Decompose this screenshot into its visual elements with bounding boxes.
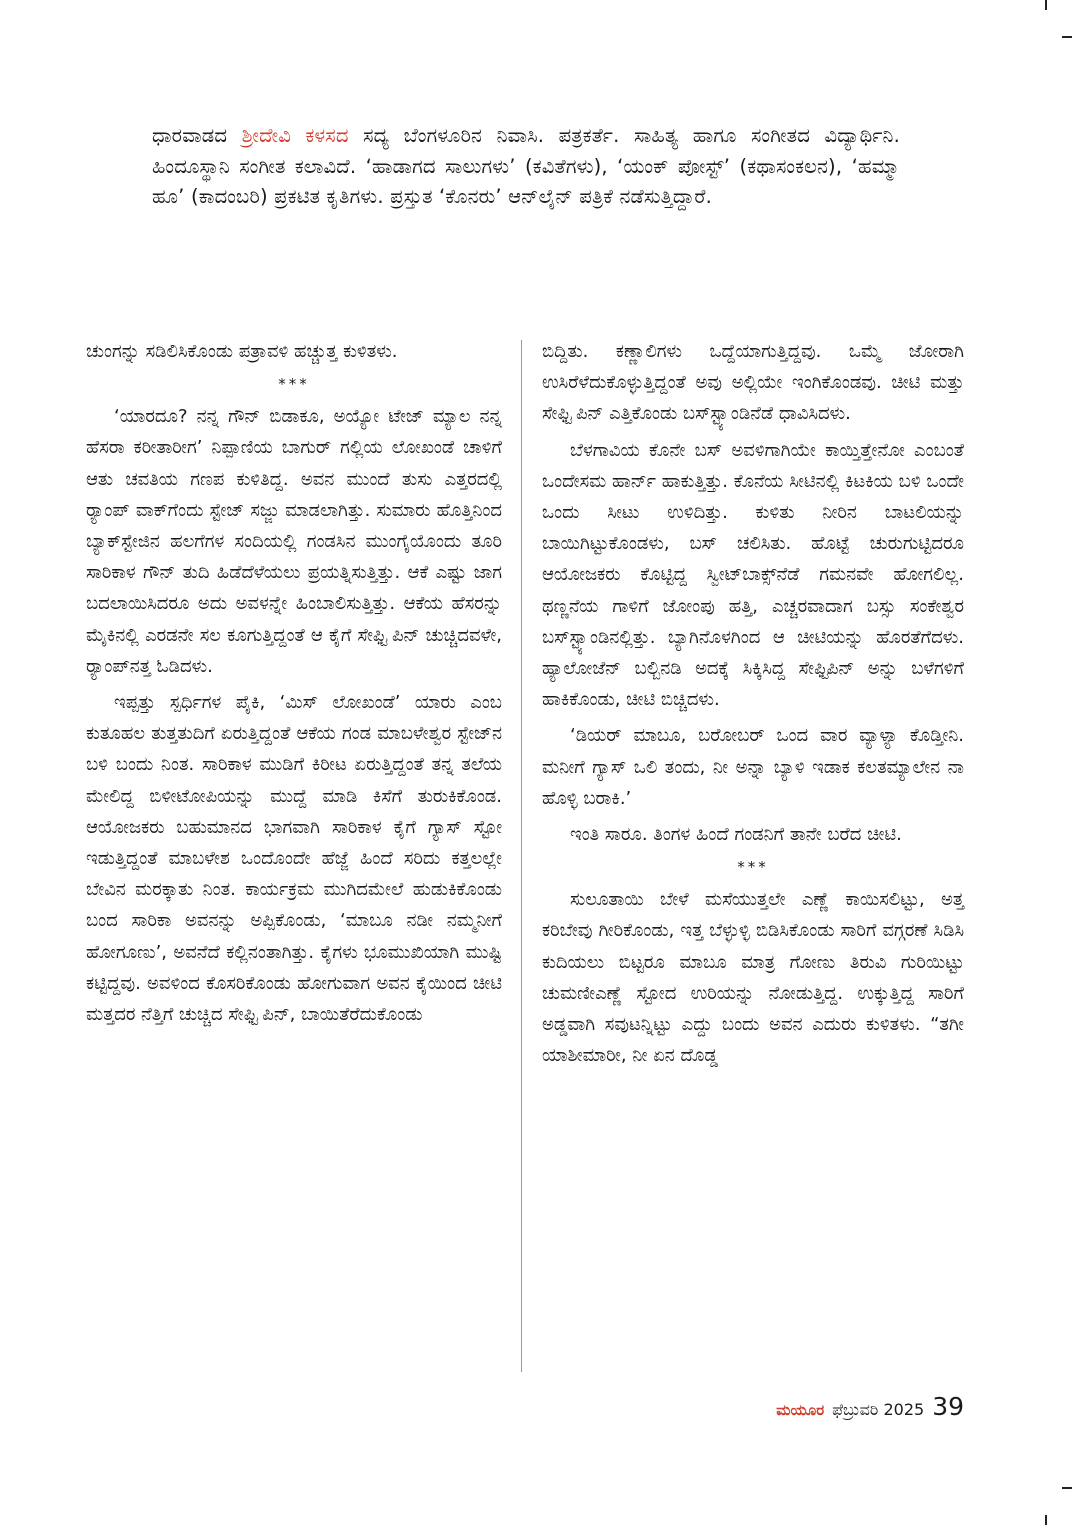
story-paragraph: ‘ಯಾರದೂ? ನನ್ನ ಗೌನ್ ಬಿಡಾಕೂ, ಅಯ್ಯೋ ಟೇಜ್ ಮ್ಯಾಲ ನನ್ನ ಹೆಸರಾ ಕರೀತಾರೀಗ’ ನಿಪ್ಪಾಣಿಯ ಬಾಗುರ್ ಗಲ್ಲಿಯ ಲೋಖಂಡೆ ಚಾಳಿಗೆ ಆತು ಚವತಿಯ ಗಣಪ ಕುಳಿತಿದ್ದ. ಅವನ ಮುಂದೆ ತುಸು ಎತ್ತರದಲ್ಲಿ ರ್‍ಯಾಂಪ್ ವಾಕ್‌ಗೆಂದು ಸ್ಟೇಜ್ ಸಜ್ಜು ಮಾಡಲಾಗಿತ್ತು. ಸುಮಾರು ಹೊತ್ತಿನಿಂದ ಬ್ಯಾಕ್‌ಸ್ಟೇಜಿನ ಹಲಗೆಗಳ ಸಂದಿಯಲ್ಲಿ ಗಂಡಸಿನ ಮುಂಗೈಯೊಂದು ತೂರಿ ಸಾರಿಕಾಳ ಗೌನ್ ತುದಿ ಹಿಡೆದೆಳೆಯಲು ಪ್ರಯತ್ನಿಸುತ್ತಿತ್ತು. ಆಕೆ ಎಷ್ಟು ಜಾಗ ಬದಲಾಯಿಸಿದರೂ ಅದು ಅವಳನ್ನೇ ಹಿಂಬಾಲಿಸುತ್ತಿತ್ತು. ಆಕೆಯ ಹೆಸರನ್ನು ಮೈಕಿನಲ್ಲಿ ಎರಡನೇ ಸಲ ಕೂಗುತ್ತಿದ್ದಂತೆ ಆ ಕೈಗೆ ಸೇಫ್ಟಿ ಪಿನ್ ಚುಚ್ಚಿದವಳೇ, ರ್‍ಯಾಂಪ್‌ನತ್ತ ಓಡಿದಳು. [86, 406, 502, 677]
author-bio [152, 121, 900, 213]
bio-text-after: ಸದ್ಯ ಬೆಂಗಳೂರಿನ ನಿವಾಸಿ. ಪತ್ರಕರ್ತೆ. ಸಾಹಿತ್ಯ ಹಾಗೂ ಸಂಗೀತದ ವಿದ್ಯಾರ್ಥಿನಿ. ಹಿಂದೂಸ್ಥಾನಿ ಸಂಗೀತ ಕಲಾವಿದೆ. ‘ಹಾಡಾಗದ ಸಾಲುಗಳು’ (ಕವಿತೆಗಳು), ‘ಯಂಕ್ ಪೋಸ್ಟ್’ (ಕಥಾಸಂಕಲನ), ‘ಹಮ್ಮಾ ಹೂ’ (ಕಾದಂಬರಿ) ಪ್ರಕಟಿತ ಕೃತಿಗಳು. ಪ್ರಸ್ತುತ ‘ಕೊನರು’ ಆನ್‌ಲೈನ್ ಪತ್ರಿಕೆ ನಡೆಸುತ್ತಿದ್ದಾರೆ. [152, 124, 900, 208]
story-paragraph: ಬೆಳಗಾವಿಯ ಕೊನೇ ಬಸ್ ಅವಳಿಗಾಗಿಯೇ ಕಾಯ್ತಿತ್ತೇನೋ ಎಂಬಂತೆ ಒಂದೇಸಮ ಹಾರ್ನ್ ಹಾಕುತ್ತಿತ್ತು. ಕೊನೆಯ ಸೀಟಿನಲ್ಲಿ ಕಿಟಕಿಯ ಬಳಿ ಒಂದೇ ಒಂದು ಸೀಟು ಉಳಿದಿತ್ತು. ಕುಳಿತು ನೀರಿನ ಬಾಟಲಿಯನ್ನು ಬಾಯಿಗಿಟ್ಟುಕೊಂಡಳು, ಬಸ್ ಚಲಿಸಿತು. ಹೊಟ್ಟೆ ಚುರುಗುಟ್ಟಿದರೂ ಆಯೋಜಕರು ಕೊಟ್ಟಿದ್ದ ಸ್ವೀಟ್‌ಬಾಕ್ಸ್‌ನೆಡೆ ಗಮನವೇ ಹೋಗಲಿಲ್ಲ. ಥಣ್ಣನೆಯ ಗಾಳಿಗೆ ಜೋಂಪು ಹತ್ತಿ, ಎಚ್ಚರವಾದಾಗ ಬಸ್ಸು ಸಂಕೇಶ್ವರ ಬಸ್‌ಸ್ಟ್ಯಾಂಡಿನಲ್ಲಿತ್ತು. ಬ್ಯಾಗಿನೊಳಗಿಂದ ಆ ಚೀಟಿಯನ್ನು ಹೊರತೆಗೆದಳು. ಹ್ಯಾಲೋಜೆನ್ ಬಲ್ಬಿನಡಿ ಅದಕ್ಕೆ ಸಿಕ್ಕಿಸಿದ್ದ ಸೇಫ್ಟಿಪಿನ್ ಅನ್ನು ಬಳೆಗಳಿಗೆ ಹಾಕಿಕೊಂಡು, ಚೀಟಿ ಬಿಚ್ಚಿದಳು. [542, 439, 964, 711]
page-footer [776, 1392, 964, 1421]
story-paragraph: ಚುಂಗನ್ನು ಸಡಿಲಿಸಿಕೊಂಡು ಪತ್ರಾವಳಿ ಹಚ್ಚುತ್ತ ಕುಳಿತಳು. [86, 341, 398, 362]
right-column [542, 336, 964, 1076]
crop-mark-top [1045, 0, 1047, 10]
section-separator: *** [278, 375, 310, 394]
magazine-logo: ಮಯೂರ [776, 1401, 825, 1419]
crop-mark-bottom [1045, 1515, 1047, 1525]
bio-text-before: ಧಾರವಾಡದ [152, 124, 242, 147]
story-paragraph: ಇಂತಿ ಸಾರೂ. ತಿಂಗಳ ಹಿಂದೆ ಗಂಡನಿಗೆ ತಾನೇ ಬರೆದ ಚೀಟಿ. [570, 824, 902, 846]
story-paragraph: ಇಪ್ಪತ್ತು ಸ್ಪರ್ಧಿಗಳ ಪೈಕಿ, ‘ಮಿಸ್ ಲೋಖಂಡೆ’ ಯಾರು ಎಂಬ ಕುತೂಹಲ ತುತ್ತತುದಿಗೆ ಏರುತ್ತಿದ್ದಂತೆ ಆಕೆಯ ಗಂಡ ಮಾಬಳೇಶ್ವರ ಸ್ಟೇಜ್‌ನ ಬಳಿ ಬಂದು ನಿಂತ. ಸಾರಿಕಾಳ ಮುಡಿಗೆ ಕಿರೀಟ ಏರುತ್ತಿದ್ದಂತೆ ತನ್ನ ತಲೆಯ ಮೇಲಿದ್ದ ಬಿಳೀಟೋಪಿಯನ್ನು ಮುದ್ದೆ ಮಾಡಿ ಕಿಸೆಗೆ ತುರುಕಿಕೊಂಡ. ಆಯೋಜಕರು ಬಹುಮಾನದ ಭಾಗವಾಗಿ ಸಾರಿಕಾಳ ಕೈಗೆ ಗ್ಯಾಸ್ ಸ್ಟೋ ಇಡುತ್ತಿದ್ದಂತೆ ಮಾಬಳೇಶ ಒಂದೊಂದೇ ಹೆಜ್ಜೆ ಹಿಂದೆ ಸರಿದು ಕತ್ತಲಲ್ಲೇ ಬೇವಿನ ಮರಕ್ಕಾತು ನಿಂತ. ಕಾರ್ಯಕ್ರಮ ಮುಗಿದಮೇಲೆ ಹುಡುಕಿಕೊಂಡು ಬಂದ ಸಾರಿಕಾ ಅವನನ್ನು ಅಪ್ಪಿಕೊಂಡು, ‘ಮಾಬೂ ನಡೀ ನಮ್ಮನೀಗೆ ಹೋಗೂಣು’, ಅವನೆದೆ ಕಲ್ಲಿನಂತಾಗಿತ್ತು. ಕೈಗಳು ಭೂಮುಖಿಯಾಗಿ ಮುಷ್ಟಿ ಕಟ್ಟಿದ್ದವು. ಅವಳಿಂದ ಕೊಸರಿಕೊಂಡು ಹೋಗುವಾಗ ಅವನ ಕೈಯಿಂದ ಚೀಟಿ ಮತ್ತದರ ನೆತ್ತಿಗೆ ಚುಚ್ಚಿದ ಸೇಫ್ಟಿ ಪಿನ್, ಬಾಯಿತೆರೆದುಕೊಂಡು [86, 692, 502, 1026]
crop-mark-right-top [1062, 36, 1072, 38]
left-column [86, 336, 502, 1035]
story-paragraph: ಸುಲೂತಾಯಿ ಬೇಳೆ ಮಸೆಯುತ್ತಲೇ ಎಣ್ಣೆ ಕಾಯಿಸಲಿಟ್ಟು, ಅತ್ತ ಕರಿಬೇವು ಗೀರಿಕೊಂಡು, ಇತ್ತ ಬೆಳ್ಳುಳ್ಳಿ ಬಿಡಿಸಿಕೊಂಡು ಸಾರಿಗೆ ವಗ್ಗರಣೆ ಸಿಡಿಸಿ ಕುದಿಯಲು ಬಿಟ್ಟರೂ ಮಾಬೂ ಮಾತ್ರ ಗೋಣು ತಿರುವಿ ಗುರಿಯಿಟ್ಟು ಚುಮಣೀಎಣ್ಣೆ ಸ್ಟೋದ ಉರಿಯನ್ನು ನೋಡುತ್ತಿದ್ದ. ಉಕ್ಕುತ್ತಿದ್ದ ಸಾರಿಗೆ ಅಡ್ಡವಾಗಿ ಸವುಟನ್ನಿಟ್ಟು ಎದ್ದು ಬಂದು ಅವನ ಎದುರು ಕುಳಿತಳು. “ತಗೀ ಯಾಶೀಮಾರೀ, ನೀ ಏನ ದೊಡ್ಡ [542, 889, 964, 1067]
issue-date: ಫೆಬ್ರುವರಿ 2025 [832, 1400, 925, 1419]
story-paragraph: ‘ಡಿಯರ್ ಮಾಬೂ, ಬರೋಬರ್ ಒಂದ ವಾರ ವ್ಯಾಳ್ಯಾ ಕೊಡ್ತೀನಿ. ಮನೀಗೆ ಗ್ಯಾಸ್ ಒಲಿ ತಂದು, ನೀ ಅನ್ನಾ ಬ್ಯಾಳಿ ಇಡಾಕ ಕಲತಮ್ಯಾಲೇನ ನಾ ಹೊಳ್ಳಿ ಬರಾಕಿ.’ [542, 725, 964, 809]
story-paragraph: ಬಿದ್ದಿತು. ಕಣ್ಣಾಲಿಗಳು ಒದ್ದೆಯಾಗುತ್ತಿದ್ದವು. ಒಮ್ಮೆ ಜೋರಾಗಿ ಉಸಿರೆಳೆದುಕೊಳ್ಳುತ್ತಿದ್ದಂತೆ ಅವು ಅಲ್ಲಿಯೇ ಇಂಗಿಕೊಂಡವು. ಚೀಟಿ ಮತ್ತು ಸೇಫ್ಟಿ ಪಿನ್ ಎತ್ತಿಕೊಂಡು ಬಸ್‌ಸ್ಟ್ಯಾಂಡಿನೆಡೆ ಧಾವಿಸಿದಳು. [542, 341, 964, 425]
crop-mark-right-bottom [1062, 1487, 1072, 1489]
page-number: 39 [932, 1392, 964, 1421]
section-separator: *** [737, 858, 769, 877]
column-divider [521, 340, 522, 1372]
author-name: ಶ್ರೀದೇವಿ ಕಳಸದ [241, 124, 349, 147]
